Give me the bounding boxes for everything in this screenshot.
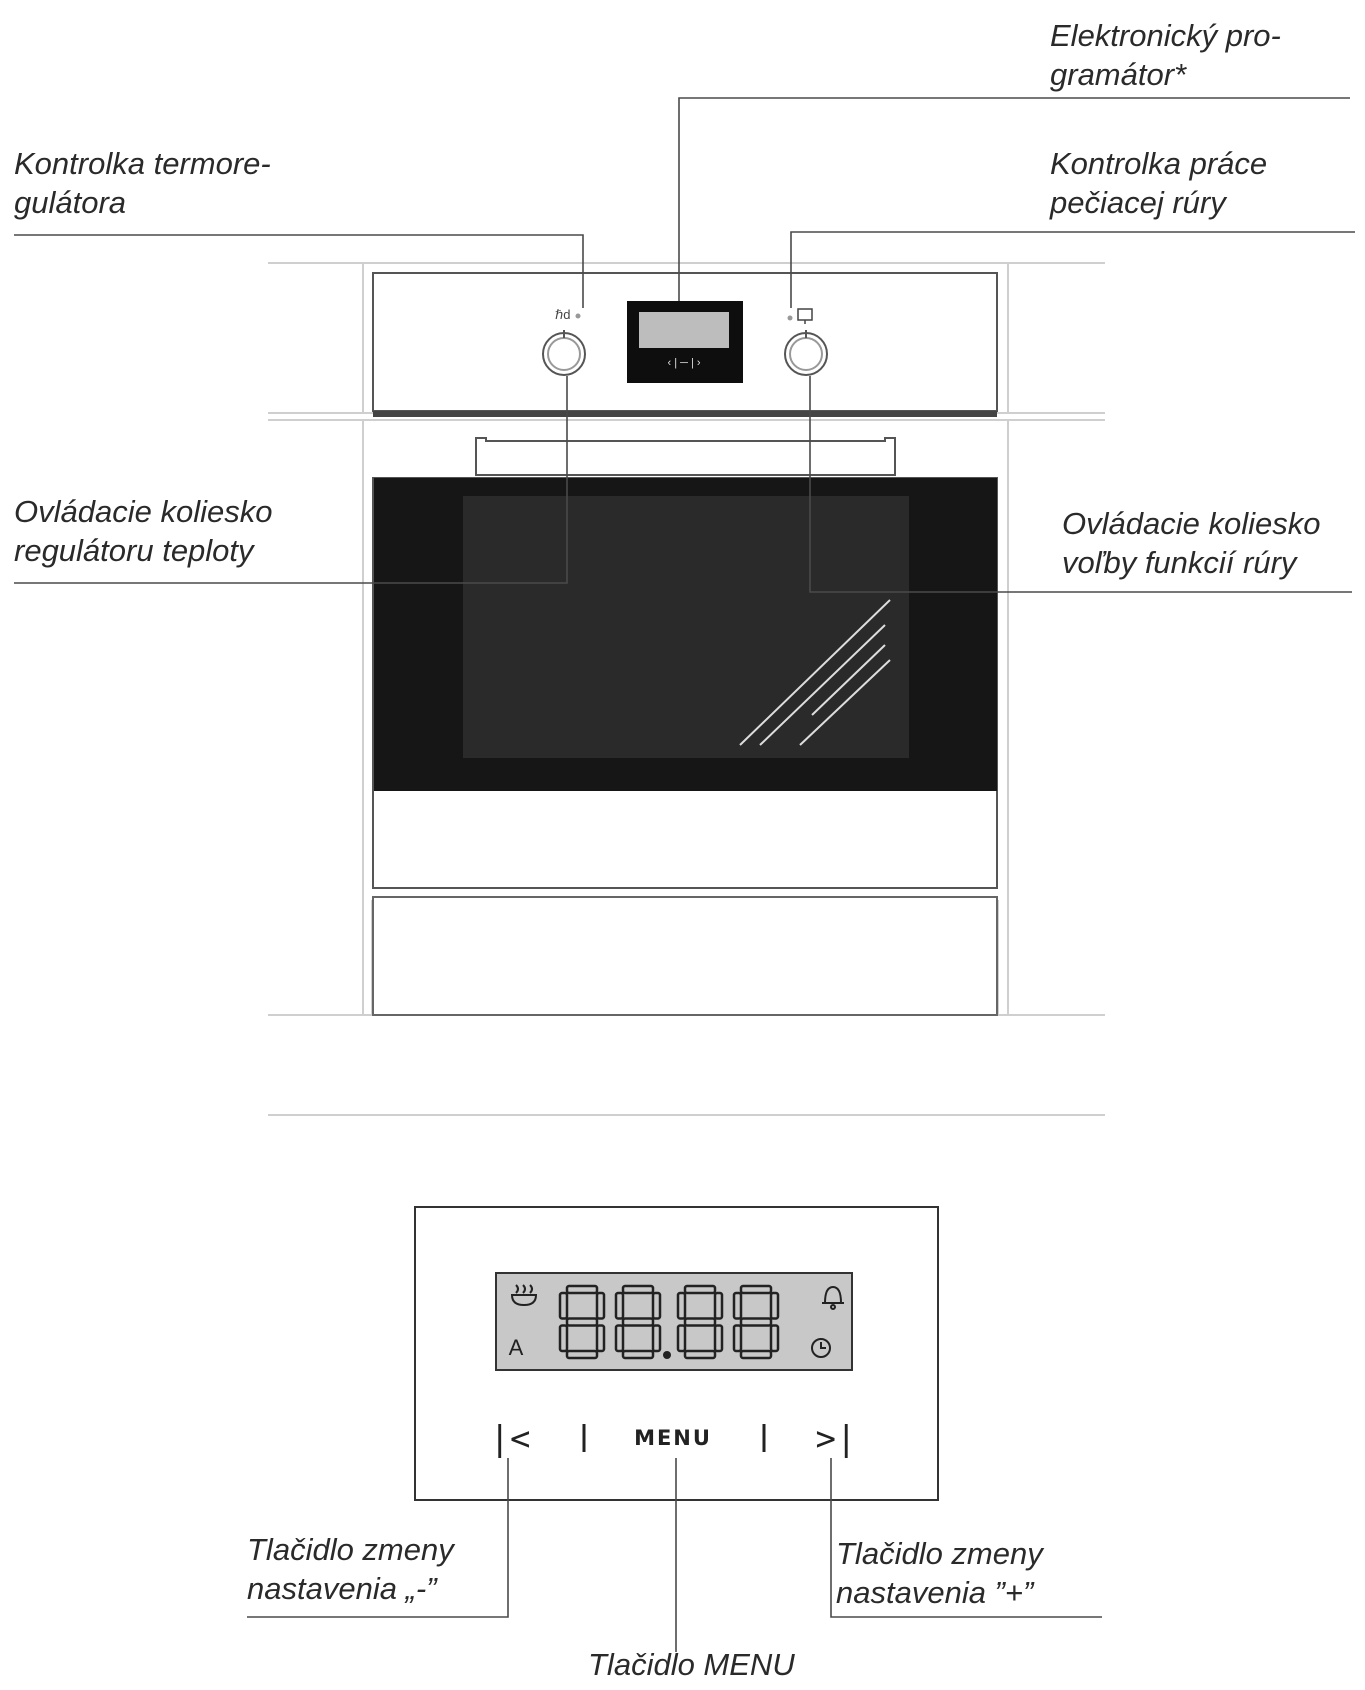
label-temp-knob (14, 492, 272, 570)
label-line: Kontrolka práce (1050, 146, 1268, 181)
label-line: Tlačidlo MENU (588, 1647, 795, 1682)
svg-text:ℏd: ℏd (555, 307, 571, 322)
minus-button[interactable]: |< (489, 1419, 531, 1459)
label-line: nastavenia „-” (247, 1571, 437, 1606)
label-line: Tlačidlo zmeny (247, 1532, 454, 1567)
label-line: Ovládacie koliesko (14, 494, 273, 529)
svg-text:‹ | ─ | ›: ‹ | ─ | › (667, 357, 701, 369)
label-minus-button (247, 1530, 454, 1608)
label-line: Elektronický pro- (1050, 18, 1281, 53)
label-plus-button (836, 1534, 1043, 1612)
label-oven-light (1050, 144, 1267, 222)
label-line: pečiacej rúry (1050, 185, 1226, 220)
decimal-point (663, 1351, 671, 1359)
label-line: regulátoru teploty (14, 533, 254, 568)
label-line: voľby funkcií rúry (1062, 545, 1297, 580)
programmer-display-small (627, 301, 743, 383)
label-function-knob (1062, 504, 1320, 582)
menu-button[interactable]: MENU (634, 1426, 712, 1450)
label-programmer (1050, 16, 1281, 94)
label-thermo-light (14, 144, 271, 222)
label-line: Ovládacie koliesko (1062, 506, 1321, 541)
oven-door (374, 478, 997, 791)
label-line: gramátor* (1050, 57, 1187, 92)
auto-symbol: A (508, 1335, 524, 1360)
programmer-detail (415, 1207, 938, 1500)
plus-button[interactable]: >| (815, 1419, 857, 1459)
label-line: Kontrolka termore- (14, 146, 271, 181)
label-menu-button (588, 1645, 795, 1684)
label-line: Tlačidlo zmeny (836, 1536, 1043, 1571)
label-line: gulátora (14, 185, 127, 220)
label-line: nastavenia ”+” (836, 1575, 1034, 1610)
